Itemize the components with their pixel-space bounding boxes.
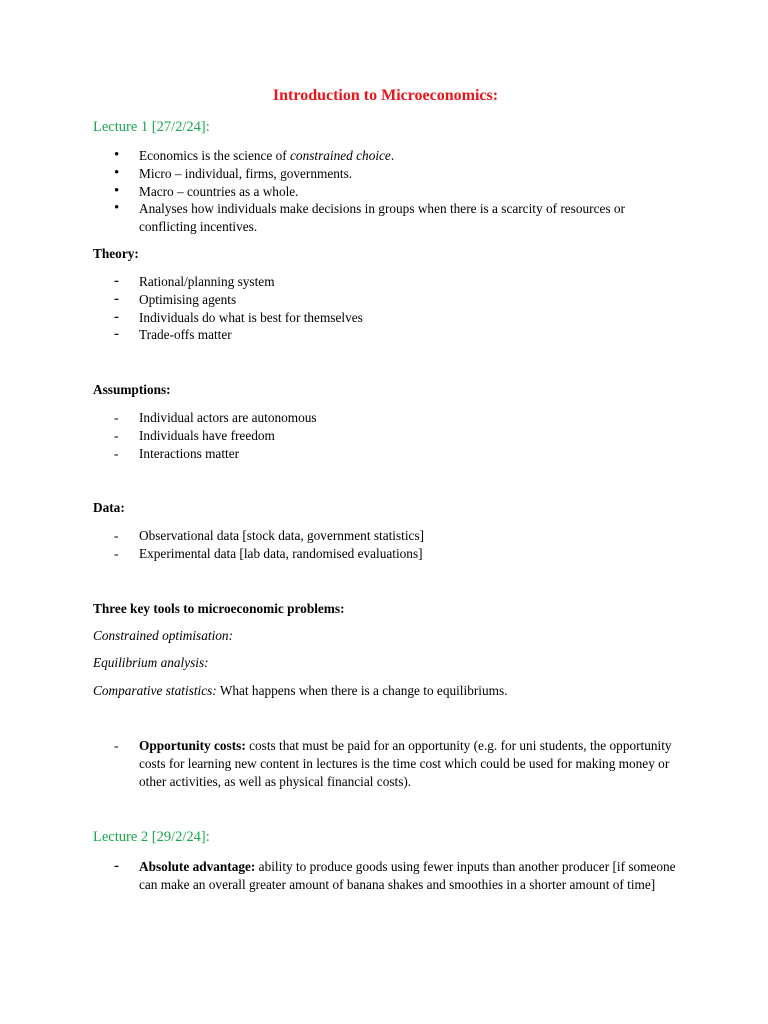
tool-label: Equilibrium analysis: <box>93 655 209 670</box>
list-item-text: Economics is the science of <box>139 148 291 163</box>
dash-icon: - <box>114 410 119 425</box>
list-item <box>93 409 678 427</box>
list-item-text: . <box>390 148 395 163</box>
comparative-statistics-line <box>93 683 507 699</box>
list-item-text: Interactions matter <box>139 445 240 461</box>
bullet-icon: • <box>114 182 120 199</box>
list-item <box>93 326 678 344</box>
opportunity-costs-list <box>93 737 678 790</box>
lecture-2-heading: Lecture 2 [29/2/24]: <box>93 829 210 845</box>
dash-icon: - <box>114 545 119 561</box>
list-item <box>93 545 678 563</box>
tool-description: What happens when there is a change to equilibriums. <box>216 683 508 698</box>
tool-label: Comparative statistics: <box>93 683 217 698</box>
bullet-icon: • <box>114 147 120 163</box>
data-heading: Data: <box>93 500 125 515</box>
document-title: Introduction to Microeconomics: <box>272 87 499 104</box>
list-item <box>93 147 678 165</box>
lecture-1-bullet-list <box>93 147 678 236</box>
bullet-icon: • <box>114 200 120 217</box>
list-item-text: Individual actors are autonomous <box>139 410 317 425</box>
constrained-optimisation-label <box>93 628 233 644</box>
list-item <box>93 527 678 545</box>
list-item-text: Micro – individual, firms, governments. <box>139 165 353 181</box>
term-definition: costs that must be paid for an opportunity (e.g. for uni students, the opportunity costs for learning new content in lectures is the time cost which could be used for making money or other activities, as well as physical financial costs). <box>139 738 672 789</box>
list-item-text: Analyses how individuals make decisions in groups when there is a scarcity of resources or conflicting incentives. <box>139 201 625 235</box>
dash-icon: - <box>114 273 119 289</box>
dash-icon: - <box>114 326 119 343</box>
list-item <box>93 165 678 183</box>
list-item <box>93 445 678 463</box>
term-definition: ability to produce goods using fewer inputs than another producer [if someone can make an overall greater amount of banana shakes and smoothies in a shorter amount of time] <box>139 859 676 892</box>
tools-heading: Three key tools to microeconomic problems: <box>93 601 345 616</box>
dash-icon: - <box>114 290 119 307</box>
bullet-icon: • <box>114 164 120 181</box>
list-item-text: Trade-offs matter <box>139 327 232 343</box>
list-item <box>93 427 678 445</box>
dash-icon: - <box>114 308 119 325</box>
assumptions-list <box>93 409 678 462</box>
list-item <box>93 858 678 894</box>
list-item-text: Optimising agents <box>139 291 237 307</box>
list-item-text: Experimental data [lab data, randomised evaluations] <box>139 545 423 561</box>
list-item <box>93 273 678 291</box>
lecture-1-heading: Lecture 1 [27/2/24]: <box>93 119 210 135</box>
list-item <box>93 309 678 327</box>
list-item-text: Individuals do what is best for themselves <box>139 309 363 325</box>
list-item <box>93 200 678 236</box>
list-item <box>93 291 678 309</box>
tool-label: Constrained optimisation: <box>93 628 233 643</box>
list-item <box>93 183 678 201</box>
assumptions-heading: Assumptions: <box>93 382 171 397</box>
theory-heading: Theory: <box>93 246 139 261</box>
lecture-2-list <box>93 858 678 894</box>
term-label: Opportunity costs: <box>139 738 246 753</box>
dash-icon: - <box>114 445 119 461</box>
list-item-text: Rational/planning system <box>139 274 275 289</box>
list-item-text: Individuals have freedom <box>139 427 275 443</box>
dash-icon: - <box>114 858 119 874</box>
list-item-text: Observational data [stock data, government statistics] <box>139 528 425 543</box>
data-list <box>93 527 678 563</box>
dash-icon: - <box>114 427 119 443</box>
list-item-emphasis: constrained choice <box>290 148 391 163</box>
term-label: Absolute advantage: <box>139 859 256 874</box>
list-item <box>93 737 678 790</box>
equilibrium-analysis-label <box>93 655 209 671</box>
dash-icon: - <box>114 738 119 753</box>
theory-list <box>93 273 678 344</box>
list-item-text: Macro – countries as a whole. <box>139 183 299 199</box>
dash-icon: - <box>114 528 119 543</box>
